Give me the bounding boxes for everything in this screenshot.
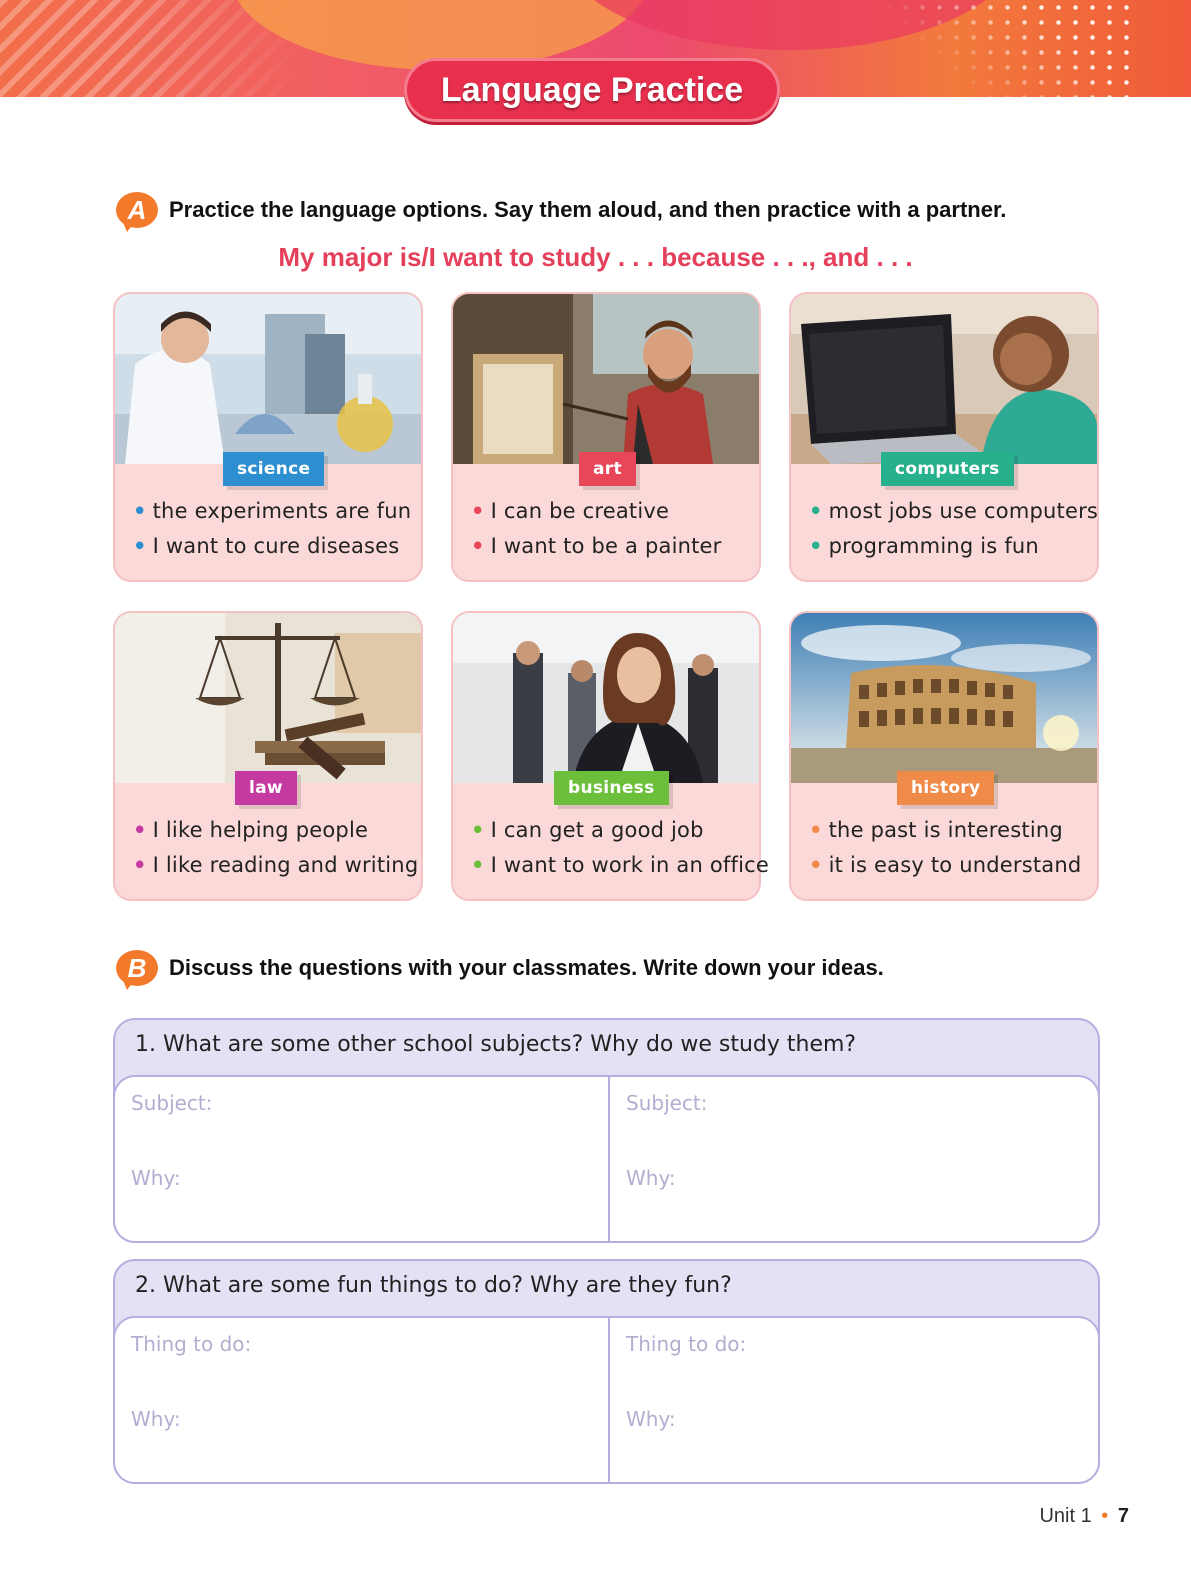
answer-field-left[interactable]: Thing to do: [131,1332,252,1356]
card-bullet [809,853,1081,877]
answer-field-left[interactable]: Subject: [131,1091,213,1115]
answer-field-right[interactable]: Subject: [626,1091,708,1115]
bullet-icon: • [133,534,147,558]
bullet-icon: • [809,499,823,523]
computers-laptop-image [791,294,1097,464]
card-bullet [809,534,1039,558]
bullet-icon: • [133,853,147,877]
bullet-text: I want to work in an office [490,853,770,877]
bullet-text: programming is fun [828,534,1039,558]
answer-field-left[interactable]: Why: [131,1407,181,1431]
sentence-frame: My major is/I want to study . . . because . . ., and . . . [278,242,913,272]
card-bullet [133,534,399,558]
question-text: 1. What are some other school subjects? Why do we study them? [135,1032,857,1057]
card-label: art [579,452,636,486]
card-bullet [809,499,1098,523]
bullet-icon: • [471,534,485,558]
footer-separator: • [1101,1505,1109,1527]
unit-label: Unit 1 [1039,1505,1092,1527]
law-scales-image [115,613,421,783]
bullet-text: most jobs use computers [828,499,1099,523]
bullet-icon: • [133,499,147,523]
card-bullet [471,818,704,842]
bullet-text: it is easy to understand [828,853,1082,877]
history-colosseum-image [791,613,1097,783]
question-box [113,1018,1100,1243]
card-bullet [133,499,411,523]
card-bullet [809,818,1063,842]
answer-field-right[interactable]: Thing to do: [626,1332,747,1356]
bullet-text: I can get a good job [490,818,704,842]
speech-bubble-tail-icon [122,220,136,232]
section-b-badge [116,950,158,990]
column-divider [608,1077,610,1243]
answer-field-left[interactable]: Why: [131,1166,181,1190]
banner-dots [880,0,1140,97]
art-photo [453,294,759,464]
bullet-text: I like helping people [152,818,369,842]
section-b-instruction: Discuss the questions with your classmates. Write down your ideas. [169,955,884,980]
card-business [451,611,770,901]
card-label: science [223,452,324,486]
card-computers [789,292,1099,582]
card-law [113,611,423,901]
business-office-image [453,613,759,783]
card-history [789,611,1099,901]
science-lab-image [115,294,421,464]
card-bullet [471,534,722,558]
bullet-text: the past is interesting [828,818,1063,842]
answer-field-right[interactable]: Why: [626,1407,676,1431]
card-label: computers [881,452,1014,486]
question-box [113,1259,1100,1484]
bullet-icon: • [471,853,485,877]
answer-area [113,1316,1100,1484]
art-painter-image [453,294,759,464]
speech-bubble-tail-icon [122,978,136,990]
law-photo [115,613,421,783]
bullet-icon: • [471,818,485,842]
section-b-letter: B [116,950,158,986]
card-label: business [554,771,669,805]
bullet-text: I like reading and writing [152,853,419,877]
page-number: 7 [1117,1505,1129,1527]
computers-photo [791,294,1097,464]
history-photo [791,613,1097,783]
bullet-icon: • [809,534,823,558]
business-photo [453,613,759,783]
bullet-icon: • [133,818,147,842]
page-title: Language Practice [404,58,780,122]
card-science [113,292,423,582]
card-bullet [133,853,418,877]
section-a-instruction: Practice the language options. Say them aloud, and then practice with a partner. [169,197,1007,222]
science-photo [115,294,421,464]
column-divider [608,1318,610,1484]
bullet-text: I want to be a painter [490,534,722,558]
bullet-icon: • [809,818,823,842]
card-label: law [235,771,297,805]
answer-field-right[interactable]: Why: [626,1166,676,1190]
bullet-text: the experiments are fun [152,499,412,523]
card-bullet [133,818,368,842]
answer-area [113,1075,1100,1243]
card-bullet [471,499,669,523]
bullet-icon: • [471,499,485,523]
bullet-text: I can be creative [490,499,670,523]
card-label: history [897,771,994,805]
card-bullet [471,853,769,877]
question-text: 2. What are some fun things to do? Why are they fun? [135,1273,732,1298]
bullet-icon: • [809,853,823,877]
page-footer [1039,1505,1129,1528]
section-a-letter: A [116,192,158,228]
bullet-text: I want to cure diseases [152,534,400,558]
section-a-badge [116,192,158,232]
card-art [451,292,761,582]
